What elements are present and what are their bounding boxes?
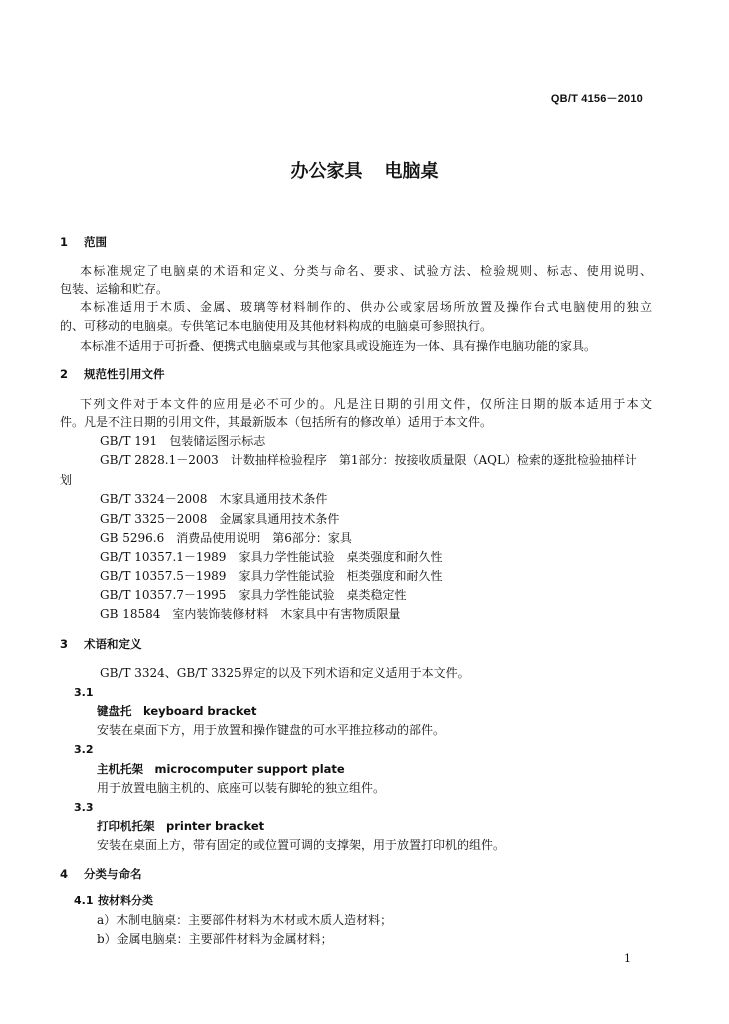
reference-title: 包装储运图示标志 xyxy=(169,434,266,448)
standard-number: QB/T 4156－2010 xyxy=(550,93,643,105)
term-definition: 用于放置电脑主机的、底座可以装有脚轮的独立组件。 xyxy=(97,781,386,795)
title-part-1: 办公家具 xyxy=(290,161,363,182)
section-number: 4 xyxy=(60,867,69,881)
term-cn: 打印机托架 xyxy=(97,819,155,833)
section-title: 分类与命名 xyxy=(84,867,142,881)
section-1-heading xyxy=(60,234,107,250)
reference-code: GB 5296.6 xyxy=(100,531,165,545)
reference-code: GB/T 3324－2008 xyxy=(100,492,208,506)
reference-item xyxy=(100,549,442,565)
term-heading xyxy=(97,818,264,834)
term-number: 3.1 xyxy=(74,686,94,699)
document-title xyxy=(0,157,729,183)
reference-title: 计数抽样检验程序 第1部分：按接收质量限（AQL）检索的逐批检验抽样计 xyxy=(230,453,637,467)
reference-item xyxy=(100,491,327,507)
reference-item xyxy=(100,606,400,622)
reference-code: GB/T 191 xyxy=(100,434,158,448)
reference-title-continued: 划 xyxy=(60,473,73,487)
section-title: 范围 xyxy=(84,235,107,249)
section-title: 术语和定义 xyxy=(84,637,142,651)
reference-item xyxy=(100,452,637,468)
page-number: 1 xyxy=(624,952,631,965)
reference-title: 室内装饰装修材料 木家具中有害物质限量 xyxy=(172,607,401,621)
paragraph-line: 本标准不适用于可折叠、便携式电脑桌或与其他家具或设施连为一体、具有操作电脑功能的家具。 xyxy=(80,339,597,353)
reference-title: 消费品使用说明 第6部分：家具 xyxy=(176,531,352,545)
term-en: printer bracket xyxy=(166,819,265,833)
reference-code: GB 18584 xyxy=(100,607,161,621)
term-cn: 键盘托 xyxy=(97,704,132,718)
reference-item xyxy=(100,530,352,546)
title-part-2: 电脑桌 xyxy=(384,161,439,182)
term-definition: 安装在桌面上方，带有固定的或位置可调的支撑架，用于放置打印机的组件。 xyxy=(97,838,506,852)
reference-code: GB/T 10357.1－1989 xyxy=(100,550,227,564)
reference-title: 家具力学性能试验 桌类强度和耐久性 xyxy=(238,550,443,564)
reference-title: 金属家具通用技术条件 xyxy=(219,512,340,526)
reference-item xyxy=(100,511,339,527)
reference-title: 家具力学性能试验 柜类强度和耐久性 xyxy=(238,569,443,583)
paragraph-line: GB/T 3324、GB/T 3325界定的以及下列术语和定义适用于本文件。 xyxy=(100,666,470,680)
subsection-4-1-heading xyxy=(74,893,153,909)
paragraph-line: 本标准适用于木质、金属、玻璃等材料制作的、供办公或家居场所放置及操作台式电脑使用的独立 xyxy=(80,300,652,314)
list-item: b）金属电脑桌：主要部件材料为金属材料； xyxy=(97,932,333,946)
reference-item xyxy=(100,587,406,603)
term-heading xyxy=(97,703,257,719)
paragraph-line: 件。凡是不注日期的引用文件，其最新版本（包括所有的修改单）适用于本文件。 xyxy=(60,415,493,429)
section-number: 1 xyxy=(60,235,69,249)
paragraph-line: 包装、运输和贮存。 xyxy=(60,282,169,296)
list-item: a）木制电脑桌：主要部件材料为木材或木质人造材料； xyxy=(97,913,393,927)
paragraph-line: 下列文件对于本文件的应用是必不可少的。凡是注日期的引用文件，仅所注日期的版本适用于本文 xyxy=(80,397,652,411)
reference-item xyxy=(100,433,265,449)
term-definition: 安装在桌面下方，用于放置和操作键盘的可水平推拉移动的部件。 xyxy=(97,723,446,737)
subsection-title: 按材料分类 xyxy=(98,894,153,907)
paragraph-line: 本标准规定了电脑桌的术语和定义、分类与命名、要求、试验方法、检验规则、标志、使用说明、 xyxy=(80,264,652,278)
subsection-number: 4.1 xyxy=(74,894,94,907)
term-heading xyxy=(97,761,345,777)
section-number: 3 xyxy=(60,637,69,651)
term-number: 3.3 xyxy=(74,801,94,814)
reference-item xyxy=(100,568,442,584)
reference-item xyxy=(60,472,72,488)
term-en: keyboard bracket xyxy=(143,704,257,718)
term-en: microcomputer support plate xyxy=(154,762,345,776)
reference-code: GB/T 10357.5－1989 xyxy=(100,569,227,583)
section-4-heading xyxy=(60,866,142,882)
term-cn: 主机托架 xyxy=(97,762,143,776)
reference-title: 家具力学性能试验 桌类稳定性 xyxy=(238,588,407,602)
reference-code: GB/T 2828.1－2003 xyxy=(100,453,219,467)
section-title: 规范性引用文件 xyxy=(84,367,165,381)
paragraph-line: 的、可移动的电脑桌。专供笔记本电脑使用及其他材料构成的电脑桌可参照执行。 xyxy=(60,319,493,333)
term-number: 3.2 xyxy=(74,743,94,756)
reference-title: 木家具通用技术条件 xyxy=(219,492,328,506)
section-2-heading xyxy=(60,366,165,382)
section-3-heading xyxy=(60,636,142,652)
section-number: 2 xyxy=(60,367,69,381)
reference-code: GB/T 3325－2008 xyxy=(100,512,208,526)
reference-code: GB/T 10357.7－1995 xyxy=(100,588,227,602)
